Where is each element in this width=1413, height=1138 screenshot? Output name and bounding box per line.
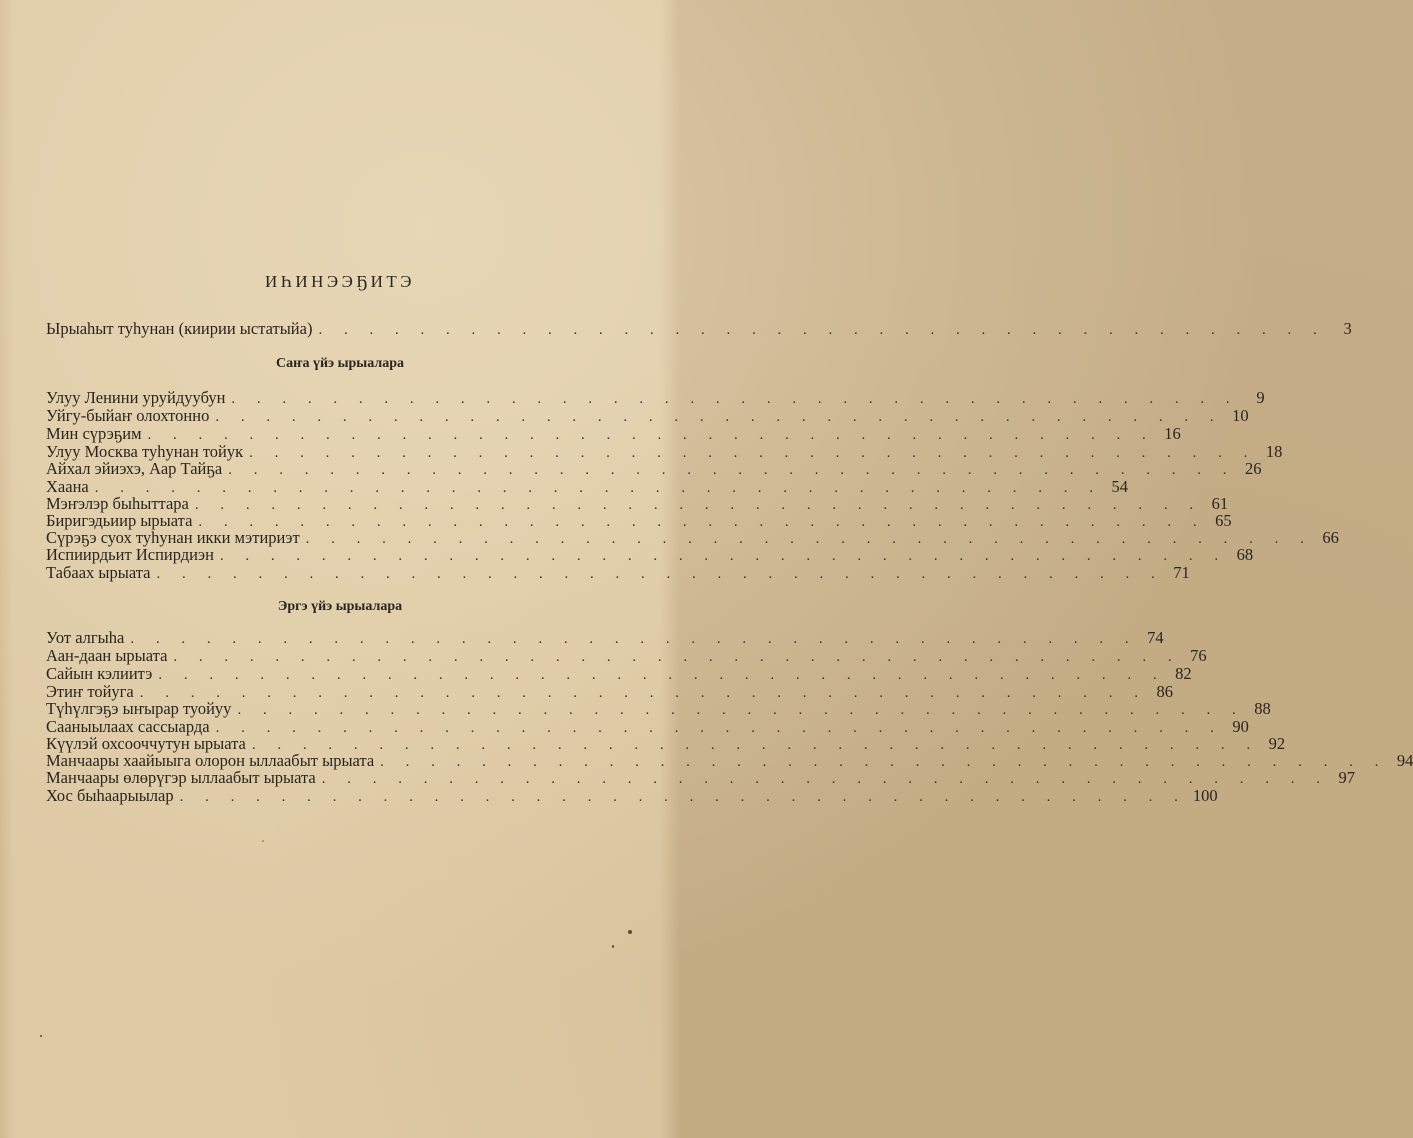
- dot-leader: . . . . . . . . . . . . . . . . . . . . . . . . . . . . . . . . . . . . . . . .: [249, 445, 1257, 461]
- paper-speck: [40, 1035, 42, 1037]
- dot-leader: . . . . . . . . . . . . . . . . . . . . . . . . . . . . . . . . . . . . . . . .: [251, 737, 1260, 753]
- dot-leader: . . . . . . . . . . . . . . . . . . . . . . . . . . . . . . . . . . . . . . . .: [228, 462, 1236, 478]
- toc-entry[interactable]: [46, 459, 1262, 478]
- toc-entry[interactable]: [46, 699, 1271, 718]
- toc-entry-title: Түһүлгэҕэ ыҥырар туойуу: [46, 699, 232, 718]
- dot-leader: . . . . . . . . . . . . . . . . . . . . . . . . . . . . . . . . . . . . . . . .: [215, 409, 1223, 425]
- toc-entry-title: Ырыаһыт туһунан (киирии ыстатыйа): [46, 319, 313, 338]
- paper-speck: [628, 930, 632, 934]
- toc-entry-title: Мин сүрэҕим: [46, 424, 142, 443]
- page-title: ИҺИНЭЭҔИТЭ: [265, 272, 415, 291]
- dot-leader: . . . . . . . . . . . . . . . . . . . . . . . . . . . . . . . . . . . . . . . .: [194, 497, 1203, 513]
- toc-entry[interactable]: [46, 628, 1164, 647]
- toc-entry-title: Этиҥ тойуга: [46, 682, 134, 701]
- dot-leader: . . . . . . . . . . . . . . . . . . . . . . . . . . . . . . . . . . . . . . . .: [219, 548, 1228, 564]
- toc-entry-page: 65: [1215, 511, 1232, 530]
- toc-entry-title: Күүлэй охсооччутун ырыата: [46, 734, 246, 753]
- section-heading-new-era: Саҥа үйэ ырыалара: [276, 356, 404, 371]
- toc-entry-title: Хос быһаарыылар: [46, 786, 174, 805]
- toc-entry-page: 10: [1232, 406, 1249, 425]
- paper-speck: [262, 840, 264, 842]
- dot-leader: . . . . . . . . . . . . . . . . . . . . . . . . . . . . . . . . . . . . . . . .: [321, 771, 1330, 787]
- toc-entry-title: Хаана: [46, 477, 89, 496]
- toc-entry[interactable]: [46, 424, 1181, 443]
- dot-leader: . . . . . . . . . . . . . . . . . . . . . . . . . . . . . . . . . . . . . . . .: [198, 514, 1206, 530]
- toc-entry-title: Аан-даан ырыата: [46, 646, 168, 665]
- toc-entry-page: 88: [1254, 699, 1271, 718]
- toc-entry-page: 97: [1338, 768, 1356, 787]
- toc-entry-page: 71: [1173, 563, 1190, 582]
- paper-speck: [612, 945, 614, 948]
- dot-leader: . . . . . . . . . . . . . . . . . . . . . . . . . . . . . . . . . . . . . . . .: [237, 702, 1245, 718]
- toc-entry-title: Улуу Ленини уруйдуубун: [46, 388, 226, 407]
- dot-leader: . . . . . . . . . . . . . . . . . . . . . . . . . . . . . . . . . . . . . . . .: [156, 566, 1164, 582]
- toc-entry[interactable]: [46, 768, 1356, 787]
- toc-entry-page: 54: [1111, 477, 1128, 496]
- dot-leader: . . . . . . . . . . . . . . . . . . . . . . . . . . . . . . . . . . . . . . . .: [147, 427, 1155, 443]
- toc-entry-page: 18: [1265, 442, 1283, 461]
- toc-entry-title: Улуу Москва туһунан тойук: [46, 442, 244, 461]
- toc-entry-page: 94: [1396, 751, 1413, 770]
- toc-entry-intro[interactable]: [46, 319, 1352, 338]
- dot-leader: . . . . . . . . . . . . . . . . . . . . . . . . . . . . . . . . . . . . . . . .: [318, 322, 1326, 338]
- toc-entry-title: Уйгу-быйаҥ олохтонно: [46, 406, 210, 425]
- toc-entry-title: Сааныылаах сассыарда: [46, 717, 210, 736]
- dot-leader: . . . . . . . . . . . . . . . . . . . . . . . . . . . . . . . . . . . . . . . .: [173, 649, 1181, 665]
- toc-entry-title: Манчаары өлөрүгэр ыллаабыт ырыата: [46, 768, 316, 787]
- toc-entry-page: 76: [1190, 646, 1207, 665]
- toc-entry[interactable]: [46, 786, 1218, 805]
- toc-entry-page: 16: [1164, 424, 1181, 443]
- toc-entry-title: Манчаары хаайыыга олорон ыллаабыт ырыата: [46, 751, 375, 770]
- toc-entry-title: Уот алгыһа: [46, 628, 125, 647]
- toc-entry[interactable]: [46, 646, 1207, 665]
- toc-entry-title: Табаах ырыата: [46, 563, 151, 582]
- toc-entry[interactable]: [46, 388, 1265, 407]
- toc-entry-page: 74: [1147, 628, 1164, 647]
- dot-leader: . . . . . . . . . . . . . . . . . . . . . . . . . . . . . . . . . . . . . . . .: [215, 720, 1223, 736]
- dot-leader: . . . . . . . . . . . . . . . . . . . . . . . . . . . . . . . . . . . . . . . .: [158, 667, 1166, 683]
- toc-entry-page: 100: [1192, 786, 1218, 805]
- toc-entry-page: 86: [1156, 682, 1174, 701]
- toc-entry-title: Биригэдьиир ырыата: [46, 511, 193, 530]
- dot-leader: . . . . . . . . . . . . . . . . . . . . . . . . . . . . . . . . . . . . . . . .: [130, 631, 1138, 647]
- dot-leader: . . . . . . . . . . . . . . . . . . . . . . . . . . . . . . . . . . . . . . . .: [305, 531, 1313, 547]
- dot-leader: . . . . . . . . . . . . . . . . . . . . . . . . . . . . . . . . . . . . . . . .: [94, 480, 1102, 496]
- toc-entry-title: Мэҥэлэр быһыттара: [46, 494, 189, 513]
- toc-entry[interactable]: [46, 664, 1192, 683]
- dot-leader: . . . . . . . . . . . . . . . . . . . . . . . . . . . . . . . . . . . . . . . .: [231, 391, 1239, 407]
- toc-entry-title: Испиирдьит Испирдиэн: [46, 545, 214, 564]
- toc-entry-title: Сайын кэлиитэ: [46, 664, 153, 683]
- toc-entry[interactable]: [46, 563, 1190, 582]
- toc-entry-page: 9: [1256, 388, 1265, 407]
- toc-entry-page: 82: [1175, 664, 1192, 683]
- toc-entry-page: 90: [1232, 717, 1249, 736]
- toc-entry-title: Айхал эйиэхэ, Аар Тайҕа: [46, 459, 223, 478]
- dot-leader: . . . . . . . . . . . . . . . . . . . . . . . . . . . . . . . . . . . . . . . .: [139, 685, 1148, 701]
- dot-leader: . . . . . . . . . . . . . . . . . . . . . . . . . . . . . . . . . . . . . . . .: [179, 789, 1187, 805]
- toc-entry[interactable]: [46, 406, 1249, 425]
- toc-entry-page: 68: [1236, 545, 1254, 564]
- section-heading-old-era: Эргэ үйэ ырыалара: [277, 599, 403, 614]
- toc-entry[interactable]: [46, 545, 1254, 564]
- toc-entry-page: 61: [1211, 494, 1229, 513]
- toc-entry-page: 66: [1322, 528, 1339, 547]
- toc-entry-title: Сүрэҕэ суох туһунан икки мэтириэт: [46, 528, 300, 547]
- toc-entry-page: 3: [1343, 319, 1352, 338]
- toc-entry-page: 26: [1244, 459, 1262, 478]
- toc-entry-page: 92: [1268, 734, 1286, 753]
- dot-leader: . . . . . . . . . . . . . . . . . . . . . . . . . . . . . . . . . . . . . . . .: [380, 754, 1388, 770]
